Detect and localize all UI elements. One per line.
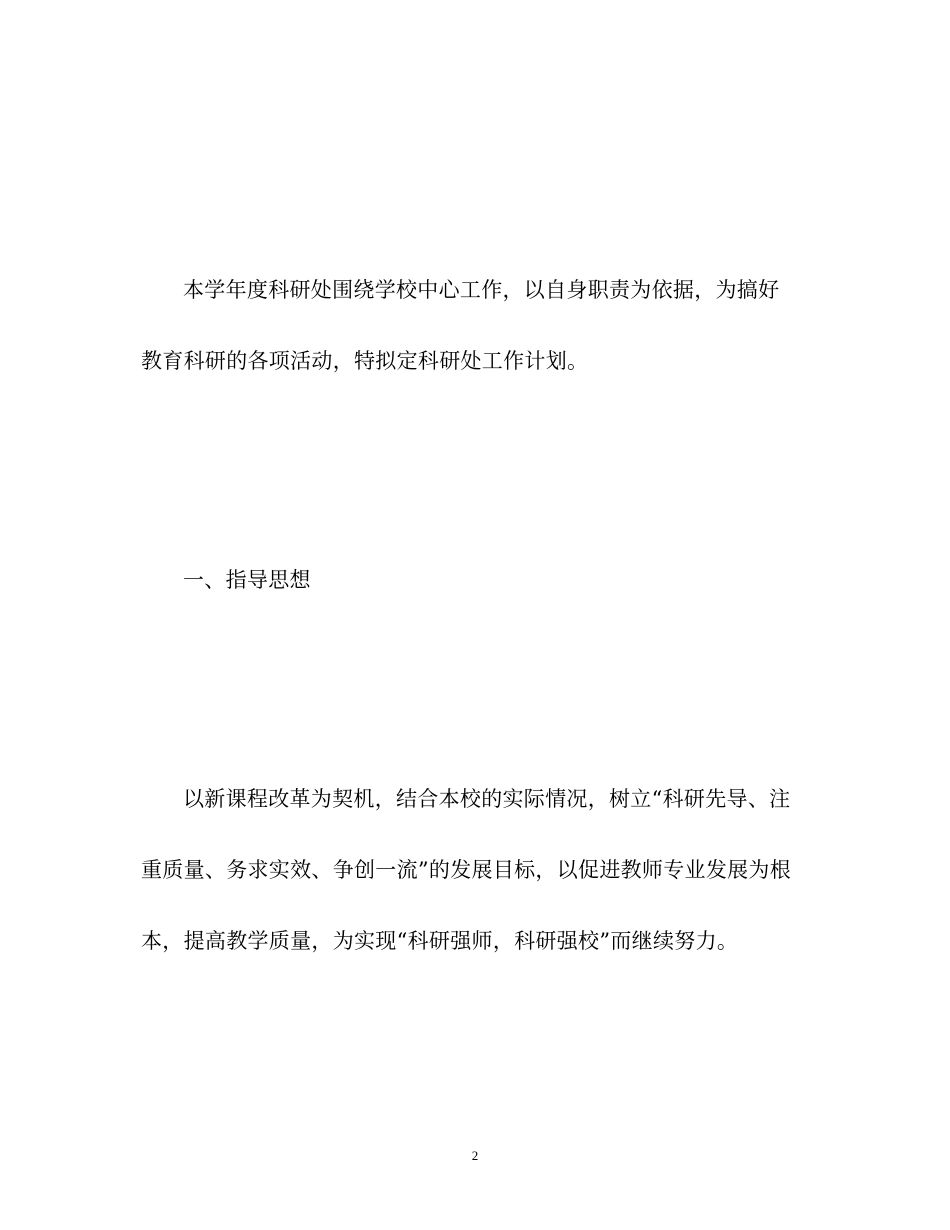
intro-paragraph-line-1: 本学年度科研处围绕学校中心工作，以自身职责为依据，为搞好 (183, 278, 780, 302)
section-heading: 一、指导思想 (183, 568, 311, 592)
guiding-paragraph-line-1: 以新课程改革为契机，结合本校的实际情况，树立“科研先导、注 (183, 787, 791, 811)
intro-paragraph-line-2: 教育科研的各项活动，特拟定科研处工作计划。 (141, 349, 589, 373)
page-number: 2 (471, 1148, 479, 1163)
guiding-paragraph-line-3: 本，提高教学质量，为实现“科研强师，科研强校”而继续努力。 (141, 929, 739, 953)
guiding-paragraph-line-2: 重质量、务求实效、争创一流”的发展目标，以促进教师专业发展为根 (141, 858, 792, 882)
